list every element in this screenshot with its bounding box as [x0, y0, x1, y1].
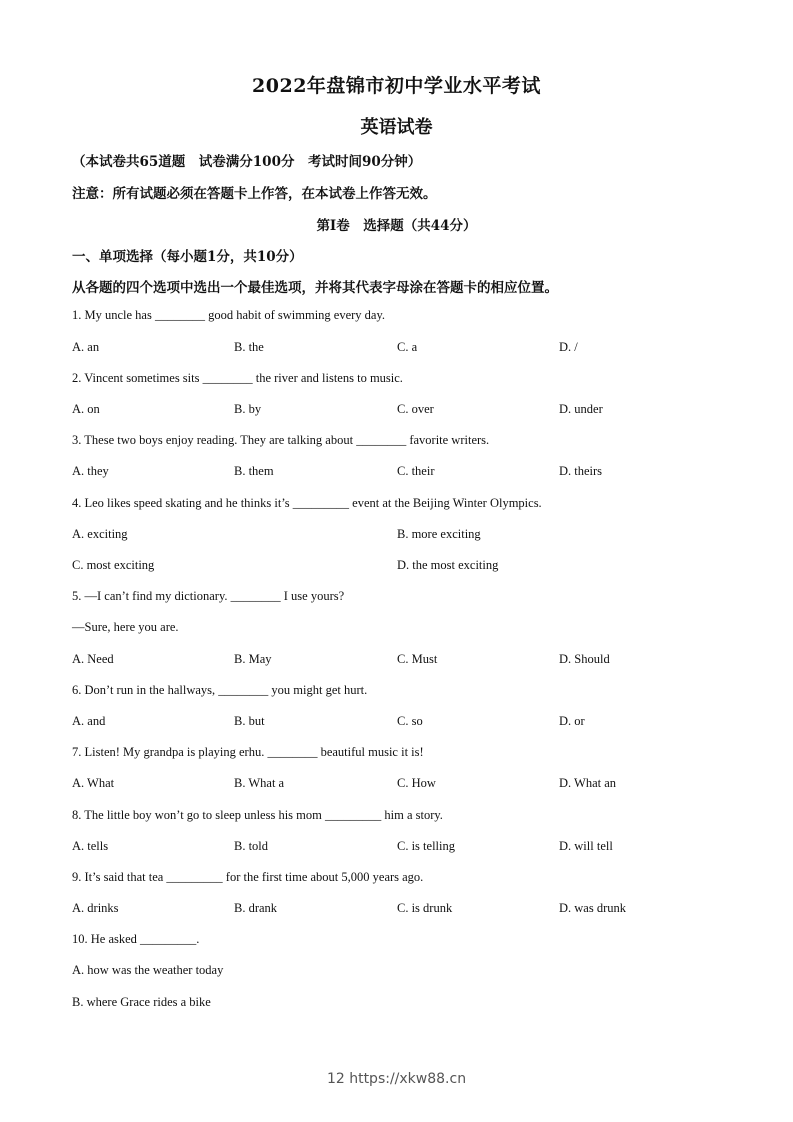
option-8-b: B. told — [234, 839, 269, 853]
option-5-c: C. Must — [397, 652, 438, 666]
option-4-d: D. the most exciting — [397, 558, 499, 572]
option-10-a: A. how was the weather today — [72, 963, 224, 977]
question-7: 7. Listen! My grandpa is playing erhu. ________ beautiful music it is! — [72, 745, 424, 759]
option-4-c: C. most exciting — [72, 558, 155, 572]
option-3-b: B. them — [234, 464, 274, 478]
question-3: 3. These two boys enjoy reading. They are talking about ________ favorite writers. — [72, 433, 490, 447]
question-1: 1. My uncle has ________ good habit of swimming every day. — [72, 308, 386, 322]
option-2-c: C. over — [397, 402, 434, 416]
question-10: 10. He asked _________. — [72, 932, 200, 946]
page-footer: 12 https://xkw88.cn — [326, 1071, 467, 1087]
option-3-a: A. they — [72, 464, 109, 478]
option-6-c: C. so — [397, 714, 423, 728]
option-3-d: D. theirs — [559, 464, 603, 478]
question-6: 6. Don’t run in the hallways, ________ you might get hurt. — [72, 683, 368, 697]
option-3-c: C. their — [397, 464, 435, 478]
option-9-c: C. is drunk — [397, 901, 453, 915]
option-6-d: D. or — [559, 714, 585, 728]
question-8: 8. The little boy won’t go to sleep unless his mom _________ him a story. — [72, 808, 443, 822]
section-heading: 一、单项选择（每小题1分，共10分） — [72, 249, 303, 265]
option-2-d: D. under — [559, 402, 603, 416]
option-1-c: C. a — [397, 340, 418, 354]
option-1-a: A. an — [72, 340, 100, 354]
option-7-c: C. How — [397, 776, 436, 790]
option-9-d: D. was drunk — [559, 901, 627, 915]
question-4: 4. Leo likes speed skating and he thinks it’s _________ event at the Beijing Winter Olympics. — [72, 496, 542, 510]
option-8-a: A. tells — [72, 839, 109, 853]
option-1-d: D. / — [559, 340, 578, 354]
section-instruction: 从各题的四个选项中选出一个最佳选项，并将其代表字母涂在答题卡的相应位置。 — [72, 280, 558, 296]
option-7-d: D. What an — [559, 776, 617, 790]
option-8-c: C. is telling — [397, 839, 455, 853]
option-1-b: B. the — [234, 340, 264, 354]
option-9-b: B. drank — [234, 901, 278, 915]
question-9: 9. It’s said that tea _________ for the first time about 5,000 years ago. — [72, 870, 424, 884]
option-2-a: A. on — [72, 402, 100, 416]
option-8-d: D. will tell — [559, 839, 613, 853]
exam-notice: 注意：所有试题必须在答题卡上作答，在本试卷上作答无效。 — [72, 186, 437, 202]
question-5: 5. —I can’t find my dictionary. ________ I use yours? — [72, 589, 345, 603]
option-7-b: B. What a — [234, 776, 285, 790]
part-heading: 第Ⅰ卷 选择题（共44分） — [316, 218, 477, 234]
option-10-b: B. where Grace rides a bike — [72, 995, 211, 1009]
option-4-b: B. more exciting — [397, 527, 481, 541]
question-2: 2. Vincent sometimes sits ________ the river and listens to music. — [72, 371, 403, 385]
option-5-b: B. May — [234, 652, 272, 666]
option-4-a: A. exciting — [72, 527, 128, 541]
option-6-a: A. and — [72, 714, 106, 728]
option-9-a: A. drinks — [72, 901, 119, 915]
question-5-reply: —Sure, here you are. — [72, 620, 179, 634]
option-7-a: A. What — [72, 776, 115, 790]
exam-title: 2022年盘锦市初中学业水平考试 — [252, 75, 541, 97]
option-2-b: B. by — [234, 402, 262, 416]
option-5-a: A. Need — [72, 652, 114, 666]
option-6-b: B. but — [234, 714, 265, 728]
exam-subtitle: 英语试卷 — [360, 117, 433, 138]
option-5-d: D. Should — [559, 652, 610, 666]
exam-info: （本试卷共65道题 试卷满分100分 考试时间90分钟） — [72, 154, 422, 170]
